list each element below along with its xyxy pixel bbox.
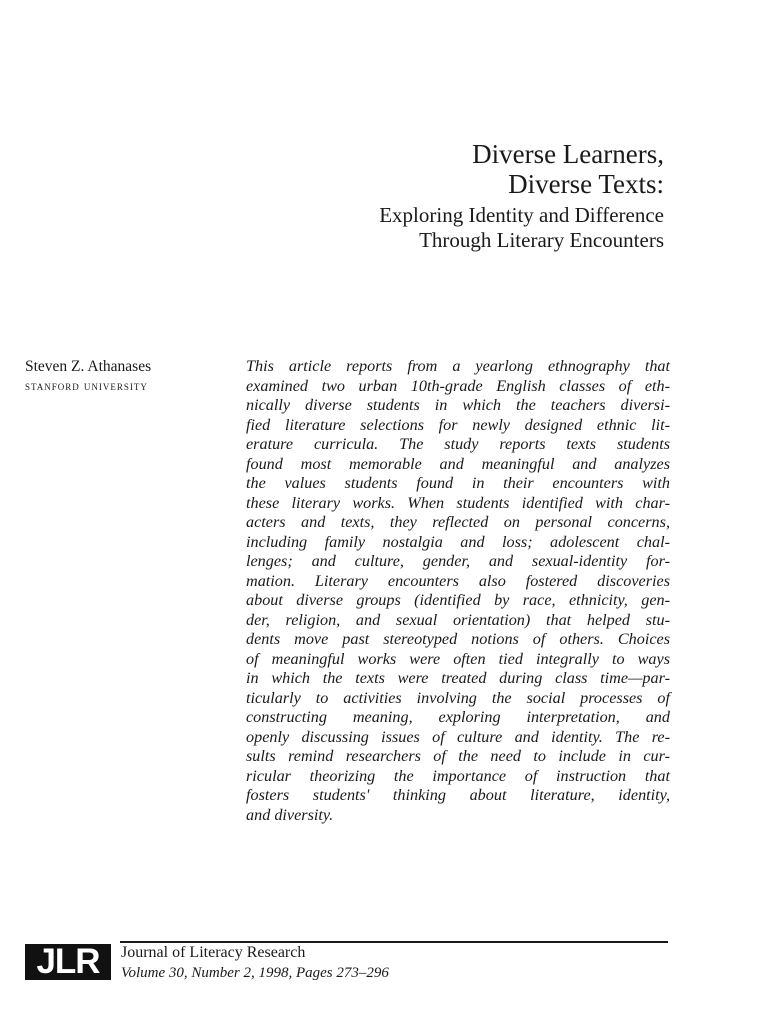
abstract-line: these literary works. When students identified with char- xyxy=(246,493,670,512)
abstract-line: openly discussing issues of culture and identity. The re- xyxy=(246,727,670,746)
article-title xyxy=(184,139,664,253)
abstract-line: and diversity. xyxy=(246,805,334,824)
abstract-line: about diverse groups (identified by race, ethnicity, gen- xyxy=(246,591,670,609)
journal-info xyxy=(121,943,521,983)
abstract-line: fosters students' thinking about literature, identity, xyxy=(246,786,670,804)
author-block xyxy=(25,357,225,395)
abstract-line: sults remind researchers of the need to include in cur- xyxy=(246,747,670,765)
journal-name: Journal of Literacy Research xyxy=(121,944,306,961)
author-affiliation: stanford university xyxy=(25,379,148,393)
abstract-line: erature curricula. The study reports texts students xyxy=(246,435,670,453)
title-line-1: Diverse Learners, xyxy=(472,139,664,169)
abstract-line: mation. Literary encounters also fostered discoveries xyxy=(246,571,670,590)
journal-logo: JLR xyxy=(25,944,111,980)
abstract-line: nically diverse students in which the teachers diversi- xyxy=(246,396,670,414)
abstract-line: lenges; and culture, gender, and sexual-identity for- xyxy=(246,552,670,570)
journal-volume-info: Volume 30, Number 2, 1998, Pages 273–296 xyxy=(121,965,389,981)
abstract-line: fied literature selections for newly designed ethnic lit- xyxy=(246,415,670,434)
abstract-line: the values students found in their encounters with xyxy=(246,474,670,492)
title-line-2: Diverse Texts: xyxy=(508,169,664,199)
abstract-line: in which the texts were treated during class time—par- xyxy=(246,669,670,687)
abstract xyxy=(246,357,670,825)
abstract-line: dents move past stereotyped notions of others. Choices xyxy=(246,630,670,648)
abstract-line: constructing meaning, exploring interpretation, and xyxy=(246,708,670,726)
abstract-line: ricular theorizing the importance of instruction that xyxy=(246,766,670,785)
abstract-line: ticularly to activities involving the social processes of xyxy=(246,688,670,707)
abstract-line: der, religion, and sexual orientation) that helped stu- xyxy=(246,610,670,629)
abstract-line: acters and texts, they reflected on personal concerns, xyxy=(246,513,670,531)
subtitle-line-1: Exploring Identity and Difference xyxy=(379,203,664,227)
abstract-line: including family nostalgia and loss; adolescent chal- xyxy=(246,532,670,551)
abstract-line: This article reports from a yearlong ethnography that xyxy=(246,357,670,375)
abstract-line: examined two urban 10th-grade English classes of eth- xyxy=(246,376,670,395)
subtitle-line-2: Through Literary Encounters xyxy=(419,228,664,252)
author-name: Steven Z. Athanases xyxy=(25,358,152,375)
abstract-line: found most memorable and meaningful and analyzes xyxy=(246,454,670,473)
abstract-line: of meaningful works were often tied integrally to ways xyxy=(246,649,670,668)
